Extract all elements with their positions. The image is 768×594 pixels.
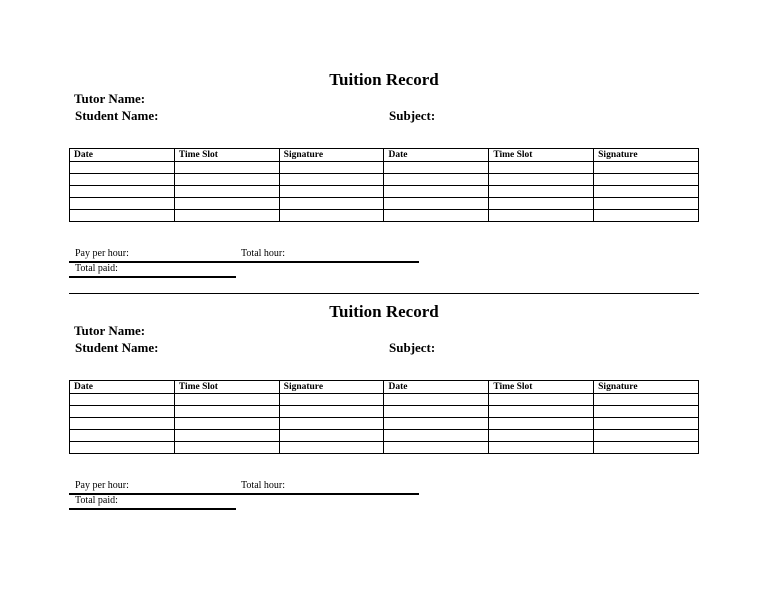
table-cell[interactable]: [594, 442, 699, 454]
table-cell[interactable]: [384, 198, 489, 210]
table-cell[interactable]: [384, 406, 489, 418]
pay-per-hour-label: Pay per hour:: [75, 248, 129, 259]
table-row: [70, 394, 699, 406]
table-cell[interactable]: [279, 394, 384, 406]
table-cell[interactable]: [174, 174, 279, 186]
table-cell[interactable]: [174, 198, 279, 210]
table-row: [70, 210, 699, 222]
table-cell[interactable]: [70, 418, 175, 430]
table-cell[interactable]: [174, 442, 279, 454]
pay-per-hour-label: Pay per hour:: [75, 480, 129, 491]
header-time-slot: Time Slot: [489, 149, 594, 162]
table-cell[interactable]: [489, 418, 594, 430]
table-cell[interactable]: [489, 186, 594, 198]
table-cell[interactable]: [70, 406, 175, 418]
table-cell[interactable]: [70, 430, 175, 442]
subject-label: Subject:: [389, 340, 436, 355]
table-cell[interactable]: [489, 198, 594, 210]
header-signature: Signature: [594, 381, 699, 394]
table-cell[interactable]: [594, 186, 699, 198]
table-cell[interactable]: [489, 174, 594, 186]
table-cell[interactable]: [384, 442, 489, 454]
table-cell[interactable]: [70, 186, 175, 198]
table-cell[interactable]: [594, 394, 699, 406]
table-cell[interactable]: [594, 430, 699, 442]
table-row: [70, 174, 699, 186]
table-row: [70, 198, 699, 210]
table-row: [70, 406, 699, 418]
table-cell[interactable]: [594, 162, 699, 174]
table-cell[interactable]: [279, 430, 384, 442]
table-cell[interactable]: [594, 406, 699, 418]
header-date: Date: [384, 381, 489, 394]
session-table: [69, 148, 699, 222]
table-cell[interactable]: [594, 174, 699, 186]
subject-label: Subject:: [389, 108, 436, 123]
header-time-slot: Time Slot: [174, 381, 279, 394]
table-cell[interactable]: [279, 418, 384, 430]
table-cell[interactable]: [70, 174, 175, 186]
total-paid-label: Total paid:: [75, 495, 118, 506]
table-cell[interactable]: [489, 406, 594, 418]
table-cell[interactable]: [174, 406, 279, 418]
record-title: Tuition Record: [329, 302, 439, 321]
tutor-name-label: Tutor Name:: [74, 91, 146, 106]
student-name-label: Student Name:: [75, 340, 159, 355]
header-time-slot: Time Slot: [174, 149, 279, 162]
table-cell[interactable]: [279, 174, 384, 186]
record-title: Tuition Record: [329, 70, 439, 89]
table-cell[interactable]: [70, 394, 175, 406]
table-cell[interactable]: [279, 406, 384, 418]
table-cell[interactable]: [489, 162, 594, 174]
table-cell[interactable]: [174, 162, 279, 174]
table-cell[interactable]: [70, 442, 175, 454]
header-date: Date: [384, 149, 489, 162]
header-date: Date: [70, 381, 175, 394]
table-cell[interactable]: [279, 186, 384, 198]
table-cell[interactable]: [279, 198, 384, 210]
table-cell[interactable]: [279, 442, 384, 454]
table-cell[interactable]: [489, 394, 594, 406]
table-cell[interactable]: [594, 210, 699, 222]
table-row: [70, 442, 699, 454]
table-cell[interactable]: [174, 430, 279, 442]
table-cell[interactable]: [594, 418, 699, 430]
table-cell[interactable]: [70, 210, 175, 222]
table-row: [70, 186, 699, 198]
table-header-row: [70, 149, 699, 162]
table-cell[interactable]: [279, 162, 384, 174]
header-signature: Signature: [279, 149, 384, 162]
header-signature: Signature: [594, 149, 699, 162]
student-name-label: Student Name:: [75, 108, 159, 123]
table-cell[interactable]: [70, 162, 175, 174]
table-cell[interactable]: [384, 210, 489, 222]
table-cell[interactable]: [174, 186, 279, 198]
total-paid-underline: [69, 508, 236, 510]
total-paid-label: Total paid:: [75, 263, 118, 274]
table-cell[interactable]: [174, 418, 279, 430]
tuition-record-2: [0, 232, 768, 506]
table-cell[interactable]: [489, 210, 594, 222]
header-signature: Signature: [279, 381, 384, 394]
table-cell[interactable]: [174, 210, 279, 222]
table-cell[interactable]: [384, 394, 489, 406]
table-cell[interactable]: [594, 198, 699, 210]
table-row: [70, 162, 699, 174]
table-cell[interactable]: [384, 430, 489, 442]
table-cell[interactable]: [489, 430, 594, 442]
session-table: [69, 380, 699, 454]
table-cell[interactable]: [279, 210, 384, 222]
table-header-row: [70, 381, 699, 394]
total-hour-label: Total hour:: [241, 248, 286, 259]
tutor-name-label: Tutor Name:: [74, 323, 146, 338]
table-cell[interactable]: [384, 174, 489, 186]
table-cell[interactable]: [384, 162, 489, 174]
table-row: [70, 430, 699, 442]
table-row: [70, 418, 699, 430]
pay-hour-underline: [69, 493, 419, 495]
total-hour-label: Total hour:: [241, 480, 286, 491]
table-cell[interactable]: [489, 442, 594, 454]
table-cell[interactable]: [384, 418, 489, 430]
table-cell[interactable]: [174, 394, 279, 406]
table-cell[interactable]: [384, 186, 489, 198]
header-date: Date: [70, 149, 175, 162]
header-time-slot: Time Slot: [489, 381, 594, 394]
tuition-record-1: [0, 0, 768, 274]
table-cell[interactable]: [70, 198, 175, 210]
